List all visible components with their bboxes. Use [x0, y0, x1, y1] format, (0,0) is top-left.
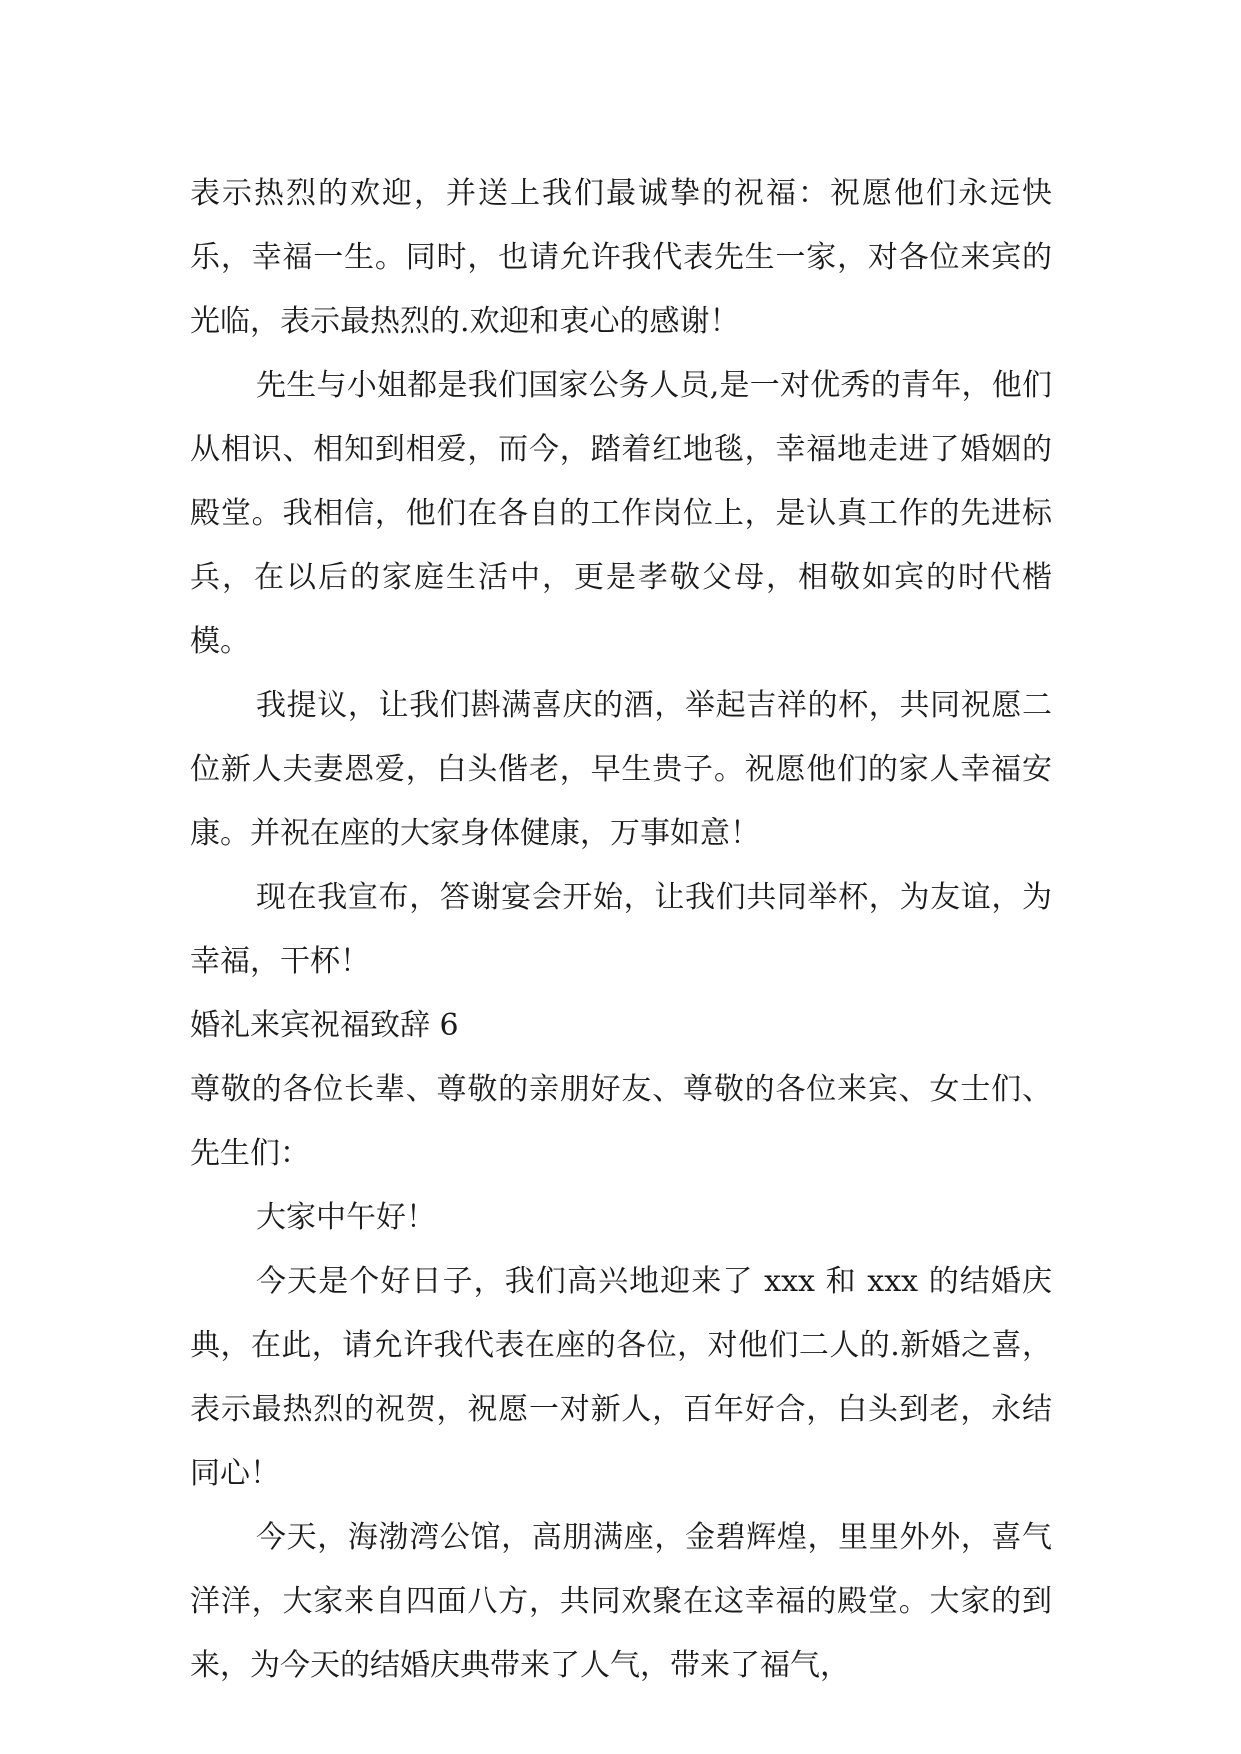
greeting: 大家中午好！ — [256, 1200, 436, 1235]
paragraph: 先生与小姐都是我们国家公务人员,是一对优秀的青年，他们从相识、相知到相爱，而今，踏着红地毯，幸福地走进了婚姻的殿堂。我相信，他们在各自的工作岗位上，是认真工作的先进标兵，在以后的家庭生活中，更是孝敬父母，相敬如宾的时代楷模。 — [190, 368, 1052, 659]
paragraph: 我提议，让我们斟满喜庆的酒，举起吉祥的杯，共同祝愿二位新人夫妻恩爱，白头偕老，早生贵子。祝愿他们的家人幸福安康。并祝在座的大家身体健康，万事如意！ — [190, 688, 1052, 851]
paragraph: 今天是个好日子，我们高兴地迎来了 xxx 和 xxx 的结婚庆典，在此，请允许我代表在座的各位，对他们二人的.新婚之喜，表示最热烈的祝贺，祝愿一对新人，百年好合，白头到老，永结同心！ — [190, 1264, 1052, 1491]
section-heading: 婚礼来宾祝福致辞 6 — [190, 1008, 459, 1043]
salutation: 尊敬的各位长辈、尊敬的亲朋好友、尊敬的各位来宾、女士们、先生们： — [190, 1072, 1052, 1171]
paragraph: 现在我宣布，答谢宴会开始，让我们共同举杯，为友谊，为幸福，干杯！ — [190, 880, 1052, 979]
paragraph: 今天，海渤湾公馆，高朋满座，金碧辉煌，里里外外，喜气洋洋，大家来自四面八方，共同欢聚在这幸福的殿堂。大家的到来，为今天的结婚庆典带来了人气，带来了福气， — [190, 1520, 1052, 1683]
paragraph: 表示热烈的欢迎，并送上我们最诚挚的祝福：祝愿他们永远快乐，幸福一生。同时，也请允许我代表先生一家，对各位来宾的光临，表示最热烈的.欢迎和衷心的感谢！ — [190, 176, 1052, 339]
document-body — [190, 162, 1052, 1698]
